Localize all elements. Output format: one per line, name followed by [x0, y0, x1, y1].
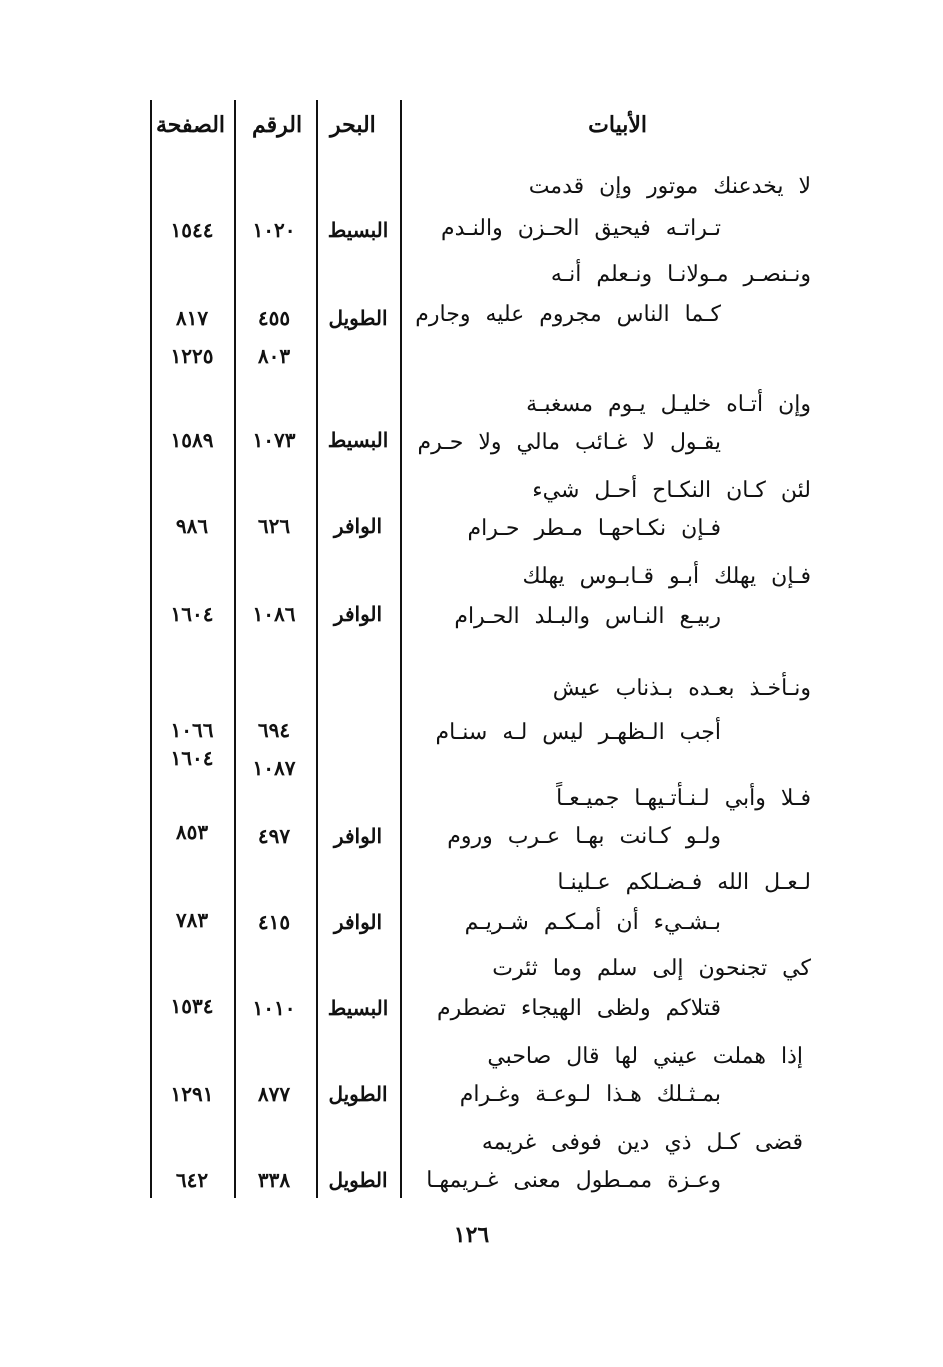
verse-line-1: ونـأخـذ بعـده بـذناب عيش: [552, 676, 811, 701]
page-cell: ٨١٧: [175, 306, 209, 330]
page-cell: ١٦٠٤: [170, 602, 214, 626]
number-cell: ٨٧٧: [257, 1082, 291, 1106]
meter-cell: الوافر: [333, 824, 383, 848]
verse-line-2: وعـزة ممـطول معنى غـريمهـا: [426, 1168, 721, 1193]
page-cell: ١٢٢٥: [170, 344, 214, 368]
verse-line-1: لئن كـان النكـاح أحـل شيء: [532, 478, 811, 503]
number-cell: ٤٩٧: [257, 824, 291, 848]
number-cell: ٦٩٤: [257, 718, 291, 742]
page-cell: ١٥٣٤: [170, 994, 214, 1018]
verse-line-1: كي تجنحون إلى سلم وما ثئرت: [492, 956, 811, 981]
verse-line-2: بمـثـلك هـذا لـوعـة وغـرام: [459, 1082, 721, 1107]
page-cell: ١٢٩١: [170, 1082, 214, 1106]
number-cell: ١٠٨٧: [252, 756, 296, 780]
verse-line-2: ربيـع النـاس والبـلد الحـرام: [454, 604, 721, 629]
verse-line-1: فـإن يهلك أبـو قـابـوس يهلك: [522, 564, 811, 589]
number-cell: ٦٢٦: [257, 514, 291, 538]
meter-cell: الوافر: [333, 910, 383, 934]
page-cell: ٨٥٣: [175, 820, 209, 844]
column-rule-page-number: [234, 100, 236, 1198]
number-cell: ١٠١٠: [252, 996, 296, 1020]
verse-line-2: كـما الناس مجروم عليه وجارم: [415, 302, 721, 327]
number-cell: ٣٣٨: [257, 1168, 291, 1192]
page-cell: ٦٤٢: [175, 1168, 209, 1192]
header-page: الصفحة: [156, 112, 226, 138]
column-rule-meter: [316, 100, 318, 1198]
number-cell: ١٠٢٠: [252, 218, 296, 242]
meter-cell: الطويل: [328, 1082, 388, 1106]
header-verses: الأبيات: [588, 112, 647, 138]
verse-line-1: قضى كـل ذي دين فوفى غريمه: [481, 1130, 803, 1155]
meter-cell: البسيط: [327, 218, 389, 242]
verse-line-2: أجب الـظهـر ليس لـه سنـام: [435, 720, 721, 745]
verse-line-2: ولـو كـانت بهـا عـرب وروم: [447, 824, 721, 849]
page-cell: ٧٨٣: [175, 908, 209, 932]
verse-line-1: وإن أتـاه خليـل يـوم مسغبـة: [526, 392, 811, 417]
verse-line-1: إذا هملت عيني لها قال صاحبي: [487, 1044, 803, 1069]
number-cell: ٨٠٣: [257, 344, 291, 368]
meter-cell: البسيط: [327, 428, 389, 452]
verse-line-1: ونـنصـر مـولانـا ونـعلم أنـه: [550, 262, 811, 287]
meter-cell: البسيط: [327, 996, 389, 1020]
verse-line-1: لـعـل الله فـضـلكم عـلينـا: [557, 870, 811, 895]
verse-line-1: لا يخدعنك موتور وإن قدمت: [528, 174, 811, 199]
number-cell: ١٠٨٦: [252, 602, 296, 626]
verse-line-1: فـلا وأبي لـنـأتـيهـا جميـعـاً: [556, 786, 811, 811]
verse-line-2: قتلاكم ولظى الهيجاء تضطرم: [437, 996, 721, 1021]
page-cell: ٩٨٦: [175, 514, 209, 538]
column-rule-left: [150, 100, 152, 1198]
verse-line-2: فـإن نكـاحهـا مـطر حـرام: [467, 516, 721, 541]
column-rule-verses: [400, 100, 402, 1198]
header-number: الرقم: [252, 112, 303, 138]
meter-cell: الوافر: [333, 514, 383, 538]
number-cell: ١٠٧٣: [252, 428, 296, 452]
page-number: ١٢٦: [453, 1222, 490, 1248]
verse-line-2: بـشـيء أن أمـكـم شـريـم: [464, 910, 721, 935]
meter-cell: الوافر: [333, 602, 383, 626]
page-cell: ١٥٤٤: [170, 218, 214, 242]
verse-line-2: تـراتـه فيحيق الحـزن والنـدم: [441, 216, 721, 241]
header-meter: البحر: [330, 112, 376, 138]
page-cell: ١٥٨٩: [170, 428, 214, 452]
page-cell: ١٦٠٤: [170, 746, 214, 770]
page-cell: ١٠٦٦: [170, 718, 214, 742]
number-cell: ٤٥٥: [257, 306, 291, 330]
meter-cell: الطويل: [328, 1168, 388, 1192]
verse-line-2: يقـول لا غـائب مالي ولا حـرم: [417, 430, 721, 455]
meter-cell: الطويل: [328, 306, 388, 330]
number-cell: ٤١٥: [257, 910, 291, 934]
